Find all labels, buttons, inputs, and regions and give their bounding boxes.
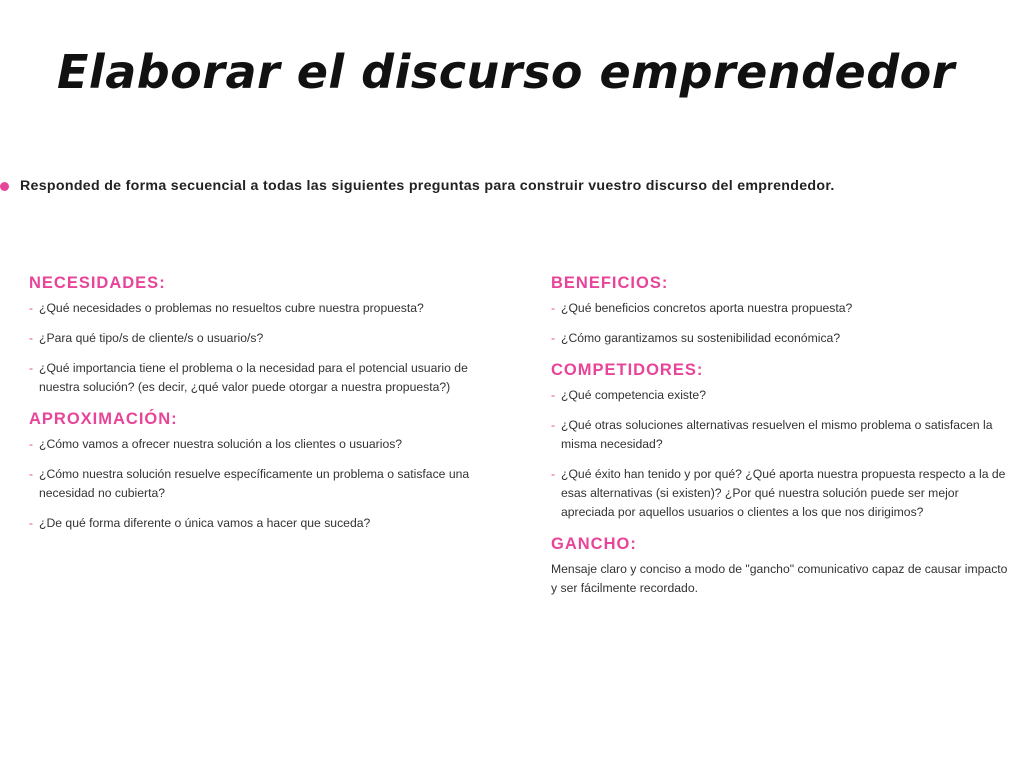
- right-column: [551, 272, 1011, 608]
- instruction-text: Responded de forma secuencial a todas las siguientes preguntas para construir vuestro discurso del emprendedor.: [20, 178, 835, 194]
- section-title-aproximacion: APROXIMACIÓN:: [29, 410, 178, 428]
- gancho-description: Mensaje claro y conciso a modo de "gancho" comunicativo capaz de causar impacto y ser fácilmente recordado.: [551, 562, 1008, 595]
- section-gancho: [551, 533, 1011, 598]
- question-item: - ¿Qué importancia tiene el problema o la necesidad para el potencial usuario de nuestra solución? (es decir, ¿qué valor puede otorgar a nuestra propuesta?): [29, 359, 499, 397]
- instruction-line: [0, 178, 1020, 194]
- question-item: - ¿Cómo garantizamos su sostenibilidad económica?: [551, 329, 1011, 348]
- question-list: [551, 299, 1011, 348]
- section-title-necesidades: NECESIDADES:: [29, 274, 166, 292]
- question-item: - ¿Qué necesidades o problemas no resueltos cubre nuestra propuesta?: [29, 299, 499, 318]
- question-item: - ¿De qué forma diferente o única vamos a hacer que suceda?: [29, 514, 499, 533]
- section-beneficios: [551, 272, 1011, 348]
- question-item: - ¿Qué otras soluciones alternativas resuelven el mismo problema o satisfacen la misma necesidad?: [551, 416, 1011, 454]
- section-competidores: [551, 359, 1011, 522]
- question-item: - ¿Cómo vamos a ofrecer nuestra solución a los clientes o usuarios?: [29, 435, 499, 454]
- section-title-beneficios: BENEFICIOS:: [551, 274, 669, 292]
- question-item: - ¿Para qué tipo/s de cliente/s o usuario/s?: [29, 329, 499, 348]
- question-item: - ¿Qué competencia existe?: [551, 386, 1011, 405]
- slide-title: Elaborar el discurso emprendedor: [57, 44, 955, 99]
- question-item: - ¿Qué éxito han tenido y por qué? ¿Qué aporta nuestra propuesta respecto a la de esas alternativas (si existen)? ¿Por qué nuestra solución puede ser mejor apreciada por aquellos usuarios o clientes a los que nos dirigimos?: [551, 465, 1011, 522]
- section-title-gancho: GANCHO:: [551, 535, 637, 553]
- section-title-competidores: COMPETIDORES:: [551, 361, 704, 379]
- section-necesidades: [29, 272, 499, 397]
- left-column: [29, 272, 499, 544]
- bullet-dot-icon: [0, 182, 9, 191]
- question-list: [29, 435, 499, 533]
- section-aproximacion: [29, 408, 499, 533]
- question-list: [29, 299, 499, 397]
- question-item: - ¿Qué beneficios concretos aporta nuestra propuesta?: [551, 299, 1011, 318]
- question-list: [551, 386, 1011, 522]
- question-item: - ¿Cómo nuestra solución resuelve específicamente un problema o satisface una necesidad no cubierta?: [29, 465, 499, 503]
